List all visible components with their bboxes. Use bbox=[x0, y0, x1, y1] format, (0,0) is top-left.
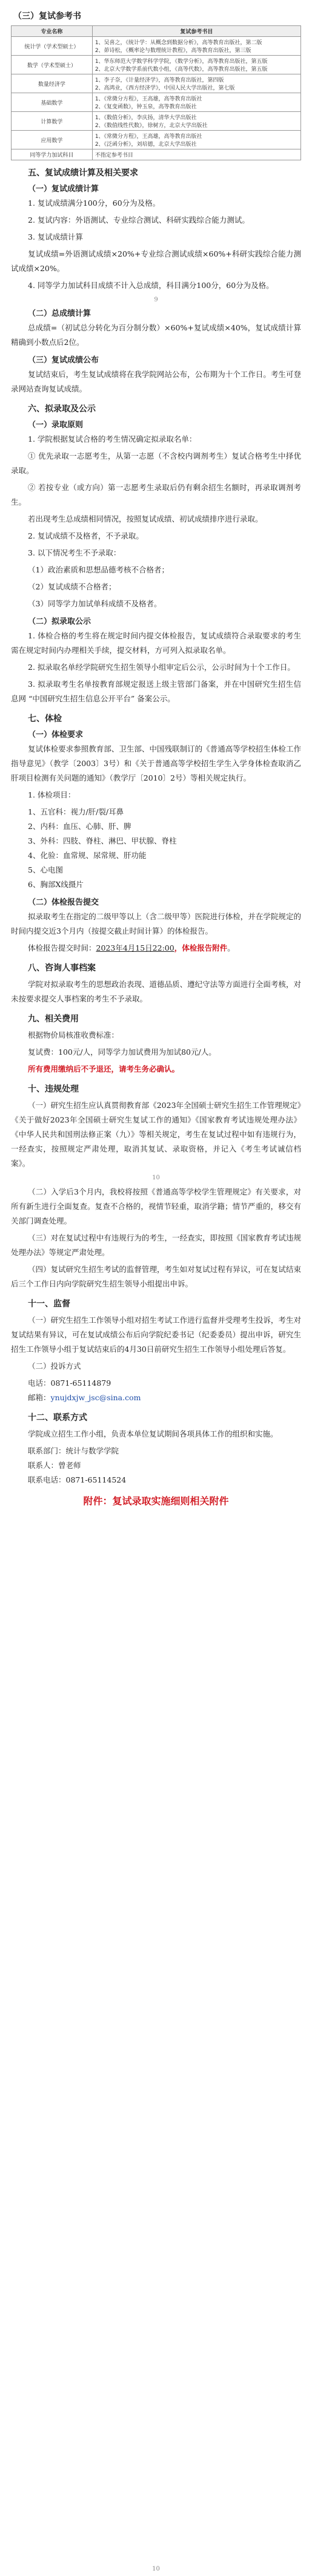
major-cell: 计算数学 bbox=[12, 112, 93, 131]
list-item: 2、内科：血压、心肺、肝、脾 bbox=[28, 822, 131, 831]
subsection-title: （一）录取原则 bbox=[28, 421, 84, 430]
paragraph: 2. 复试内容：外语测试、专业综合测试、科研实践综合能力测试。 bbox=[28, 215, 250, 224]
contact-line: 联系人：曾老师 bbox=[28, 1461, 81, 1470]
paragraph: 3. 复试成绩计算 bbox=[28, 232, 83, 241]
books-cell: 1、李子奈，《计量经济学》，高等教育出版社，第四版 2、高鸿业，《西方经济学》，中国人民大学出版社，第七版 bbox=[92, 74, 300, 93]
section-title-books: （三）复试参考书 bbox=[13, 11, 81, 21]
table-row bbox=[12, 56, 301, 74]
books-cell: 1、《数值分析》，李庆扬，清华大学出版社 2、《数值线性代数》，徐树方，北京大学出版社 bbox=[92, 112, 300, 131]
section-title-11: 十一、监督 bbox=[28, 1299, 70, 1309]
appendix-link[interactable]: 附件：复试录取实施细则相关附件 bbox=[83, 1495, 229, 1507]
section-title-9: 九、相关费用 bbox=[28, 1014, 79, 1024]
paragraph: 1. 体检项目： bbox=[28, 790, 76, 799]
section-title-8: 八、咨询人事档案 bbox=[28, 963, 96, 973]
paragraph: 2. 拟录取名单经学院研究生招生领导小组审定后公示，公示时间为十个工作日。 bbox=[28, 663, 295, 672]
paragraph: 复试体检要求参照教育部、卫生部、中国残联制订的《普通高等学校招生体检工作指导意见》（教学〔2003〕3号）和《关于普通高等学校招生学生入学身体检查取消乙肝项目检测有关问题的通知》（教学厅〔2010〕2号）等相关规定执行。 bbox=[11, 744, 301, 782]
deadline-paragraph: 体检报告提交时间：2023年4月15日22:00，体检报告附件。 bbox=[28, 943, 235, 952]
list-item: 3、外科：四肢、脊柱、淋巴、甲状腺、脊柱 bbox=[28, 836, 177, 845]
reference-books-table bbox=[11, 25, 301, 160]
subsection-title: （三）复试成绩公布 bbox=[28, 356, 99, 365]
section-title-12: 十二、联系方式 bbox=[28, 1413, 87, 1423]
paragraph: 1. 学院根据复试合格的考生情况确定拟录取名单： bbox=[28, 434, 197, 444]
page-number: 10 bbox=[152, 2566, 160, 2572]
paragraph: 复试费：100元/人，同等学力加试费用为加试80元/人。 bbox=[28, 1047, 216, 1057]
contact-line: 邮箱：ynujdxjw_jsc@sina.com bbox=[28, 1393, 141, 1402]
paragraph: （2）复试成绩不合格者； bbox=[28, 582, 116, 591]
subsection-title: （二）拟录取公示 bbox=[28, 617, 91, 626]
list-item: 6、胸部X线摄片 bbox=[28, 880, 84, 889]
table-header-major: 专业名称 bbox=[12, 26, 93, 37]
books-cell: 1、《常微分方程》，王高雄，高等教育出版社 2、《泛函分析》，刘培德，北京大学出版社 bbox=[92, 131, 300, 149]
paragraph: 复试成绩=外语测试成绩×20%+专业综合测试成绩×60%+科研实践综合能力测试成绩×20%。 bbox=[11, 249, 301, 273]
table-row bbox=[12, 149, 301, 160]
table-header-row bbox=[12, 26, 301, 37]
paragraph: （二）投诉方式 bbox=[28, 1362, 81, 1371]
major-cell: 同等学力加试科目 bbox=[12, 149, 93, 160]
page-mark: 10 bbox=[152, 1175, 160, 1181]
contact-line: 电话：0871-65114879 bbox=[28, 1378, 111, 1388]
major-cell: 统计学（学术型硕士） bbox=[12, 37, 93, 56]
paragraph: 复试结束后，考生复试成绩将在我学院网站公布，公布期为十个工作日。考生可登录网站查询复试成绩。 bbox=[11, 370, 301, 393]
exam-item-list bbox=[11, 805, 301, 892]
warning-paragraph: 所有费用缴纳后不予退还，请考生务必确认。 bbox=[28, 1064, 180, 1073]
books-cell: 1、华东师范大学数学科学学院，《数学分析》，高等教育出版社，第五版 2、北京大学数学系前代数小组，《高等代数》，高等教育出版社，第五版 bbox=[92, 56, 300, 74]
paragraph: 1. 复试成绩满分100分，60分为及格。 bbox=[28, 198, 161, 208]
paragraph: 若出现考生总成绩相同情况，按照复试成绩、初试成绩排序进行录取。 bbox=[28, 514, 263, 523]
email-link[interactable]: ynujdxjw_jsc@sina.com bbox=[50, 1393, 141, 1402]
paragraph: 2. 复试成绩不及格者，不予录取。 bbox=[28, 531, 144, 540]
paragraph: ② 若按专业（或方向）第一志愿考生录取后仍有剩余招生名额时，再录取调剂考生。 bbox=[11, 483, 301, 506]
paragraph: ① 优先录取一志愿考生，从第一志愿（不含校内调剂考生）复试合格考生中择优录取。 bbox=[11, 451, 301, 475]
section-title-6: 六、拟录取及公示 bbox=[28, 404, 96, 414]
paragraph: 总成绩=（初试总分转化为百分制分数）×60%+复试成绩×40%，复试成绩计算精确到小数点后2位。 bbox=[11, 323, 301, 347]
deadline-note: ，体检报告附件 bbox=[174, 943, 228, 952]
books-cell: 不指定参考书目 bbox=[92, 149, 300, 160]
paragraph: （一）研究生招生应认真贯彻教育部《2023年全国硕士研究生招生工作管理规定》《关于做好2023年全国硕士研究生复试工作的通知》《国家教育考试违规处理办法》《中华人民共和国刑法修正案（九）》等相关规定，考生在复试过程中如有违规行为，一经查实，按照规定严肃处理，取消其复试、录取资格，并记入《考生考试诚信档案》。 bbox=[11, 1101, 301, 1168]
paragraph: （3）同等学力加试单科成绩不及格者。 bbox=[28, 599, 162, 608]
major-cell: 应用数学 bbox=[12, 131, 93, 149]
section-title-7: 七、体检 bbox=[28, 714, 62, 724]
table-row bbox=[12, 37, 301, 56]
major-cell: 数量经济学 bbox=[12, 74, 93, 93]
paragraph: （四）复试研究生招生考试的监督管理，考生如对复试过程有异议，可在复试结束后三个工作日内向学院研究生招生领导小组提出申诉。 bbox=[11, 1265, 301, 1288]
paragraph: 根据物价局核准收费标准： bbox=[28, 1031, 119, 1040]
list-item: 5、心电图 bbox=[28, 865, 63, 874]
subsection-title: （一）体检要求 bbox=[28, 730, 84, 739]
subsection-title: （一）复试成绩计算 bbox=[28, 185, 99, 194]
paragraph: 3. 拟录取考生名单按教育部规定报送上级主管部门备案，并在中国研究生招生信息网 “中国研究生招生信息公开平台” 备案公示。 bbox=[11, 680, 301, 703]
table-row bbox=[12, 131, 301, 149]
major-cell: 数学（学术型硕士） bbox=[12, 56, 93, 74]
section-title-10: 十、违规处理 bbox=[28, 1084, 79, 1094]
paragraph: （一）研究生招生工作领导小组对招生考试工作进行监督并受理考生投诉，考生对复试结果有异议，可在复试成绩公布后向学院纪委书记（纪委委员）提出申诉，研究生招生工作领导小组于复试结束后的4月30日前研究生招生工作领导小组处理后答复。 bbox=[11, 1316, 301, 1354]
books-cell: 1、吴喜之，《统计学：从概念到数据分析》，高等教育出版社，第二版 2、茆诗松，《概率论与数理统计教程》，高等教育出版社，第三版 bbox=[92, 37, 300, 56]
paragraph: 学院成立招生工作小组，负责本单位复试期间各项具体工作的组织和实施。 bbox=[28, 1429, 278, 1438]
paragraph: 拟录取考生在指定的二级甲等以上（含二级甲等）医院进行体检，并在学院规定的时间内提交近3个月内（按提交截止时间计算）的体检报告。 bbox=[11, 912, 301, 936]
table-row bbox=[12, 74, 301, 93]
paragraph: 学院对拟录取考生的思想政治表现、道德品质、遵纪守法等方面进行全面考核，对未按要求提交人事档案的考生不予录取。 bbox=[11, 980, 301, 1003]
table-row bbox=[12, 112, 301, 131]
table-header-books: 复试参考书目 bbox=[92, 26, 300, 37]
page-mark: 9 bbox=[154, 297, 158, 303]
section-title-5: 五、复试成绩计算及相关要求 bbox=[28, 168, 138, 178]
paragraph: （二）入学后3个月内，我校将按照《普通高等学校学生管理规定》有关要求，对所有新生进行全面复查。复查不合格的，视情节轻重，取消学籍；情节严重的，移交有关部门调查处理。 bbox=[11, 1187, 301, 1225]
subsection-title: （二）总成绩计算 bbox=[28, 309, 91, 318]
phone-value: 0871-65114879 bbox=[50, 1378, 111, 1388]
paragraph: （1）政治素质和思想品德考核不合格者； bbox=[28, 565, 169, 574]
contact-line: 联系电话：0871-65114524 bbox=[28, 1475, 127, 1484]
paragraph: 4. 同等学力加试科目成绩不计入总成绩，科目满分100分，60分为及格。 bbox=[28, 281, 274, 290]
books-cell: 1、《常微分方程》，王高雄，高等教育出版社 2、《复变函数》，钟玉泉，高等教育出版社 bbox=[92, 93, 300, 112]
paragraph: 1. 体检合格的考生将在规定时间内提交体检报告，复试成绩符合录取要求的考生需在规定时间内办理相关手续，提交材料，方可列入拟录取名单。 bbox=[11, 631, 301, 655]
paragraph: 3. 以下情况考生不予录取： bbox=[28, 548, 121, 557]
paragraph: （三）对在复试过程中有违规行为的考生，一经查实，即按照《国家教育考试违规处理办法》等规定严肃处理。 bbox=[11, 1233, 301, 1257]
list-item: 1、五官科：视力/肝/裂/耳鼻 bbox=[28, 807, 124, 816]
table-row bbox=[12, 93, 301, 112]
subsection-title: （二）体检报告提交 bbox=[28, 898, 99, 907]
major-cell: 基础数学 bbox=[12, 93, 93, 112]
deadline-date: 2023年4月15日22:00 bbox=[96, 943, 174, 952]
list-item: 4、化验：血常规、尿常规、肝功能 bbox=[28, 851, 147, 860]
contact-line: 联系部门：统计与数学学院 bbox=[28, 1446, 119, 1455]
